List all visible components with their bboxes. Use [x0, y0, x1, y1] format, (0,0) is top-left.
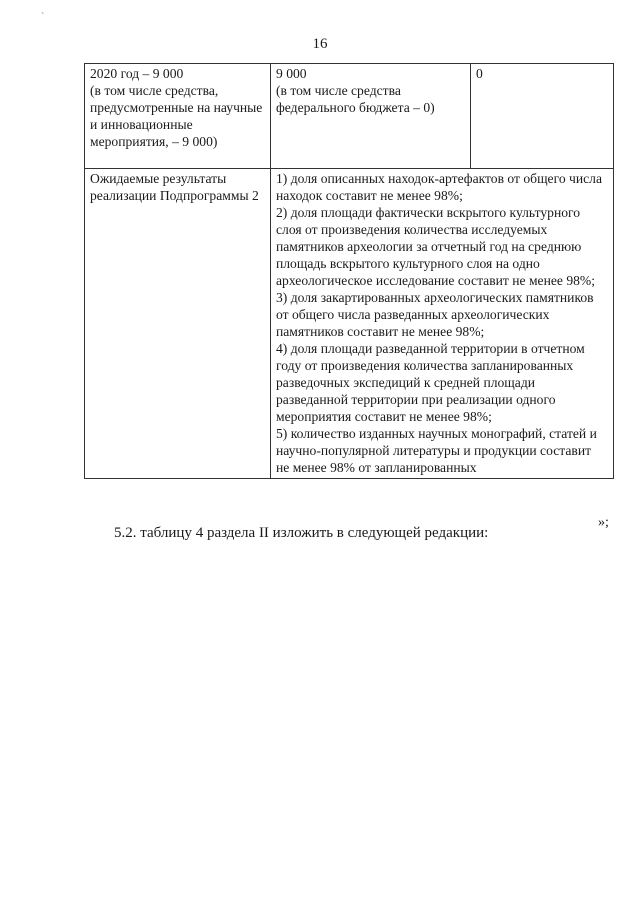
instruction-paragraph: 5.2. таблицу 4 раздела II изложить в следующей редакции: [114, 525, 489, 541]
results-list [276, 170, 605, 476]
results-item-3: 3) доля закартированных археологических памятников от общего числа разведанных археологических памятников составит не менее 98%; [276, 290, 594, 339]
financing-cell-federal [271, 64, 471, 169]
results-item-2: 2) доля площади фактически вскрытого культурного слоя от произведения количества исследуемых памятников археологии за отчетный год на среднюю площадь вскрытого культурного слоя на одно археологическое исследование составит не менее 98%; [276, 205, 596, 288]
financing-cell-other [471, 64, 614, 169]
results-row [85, 169, 614, 479]
program-table [84, 63, 614, 479]
scan-mark: ˋ [41, 12, 45, 23]
results-content-cell [271, 169, 614, 479]
results-item-5: 5) количество изданных научных монографий, статей и научно-популярной литературы и продукции составит не менее 98% от запланированных [276, 426, 597, 475]
financing-year-text: 2020 год – 9 000 (в том числе средства, предусмотренные на научные и инновационные мероприятия, – 9 000) [90, 66, 263, 149]
closing-quote: »; [598, 515, 609, 530]
results-item-4: 4) доля площади разведанной территории в отчетном году от произведения количества запланированных разведочных экспедиций к средней площади разведанной территории при реализации одного мероприятия составит не менее 98%; [276, 341, 585, 424]
financing-cell-year [85, 64, 271, 169]
results-label-cell [85, 169, 271, 479]
financing-row [85, 64, 614, 169]
page-number: 16 [312, 36, 328, 52]
results-label: Ожидаемые результаты реализации Подпрограммы 2 [90, 171, 259, 203]
financing-federal-text: 9 000 (в том числе средства федерального бюджета – 0) [276, 66, 435, 115]
results-item-1: 1) доля описанных находок-артефактов от общего числа находок составит не менее 98%; [276, 171, 602, 203]
financing-other-text: 0 [476, 66, 483, 81]
